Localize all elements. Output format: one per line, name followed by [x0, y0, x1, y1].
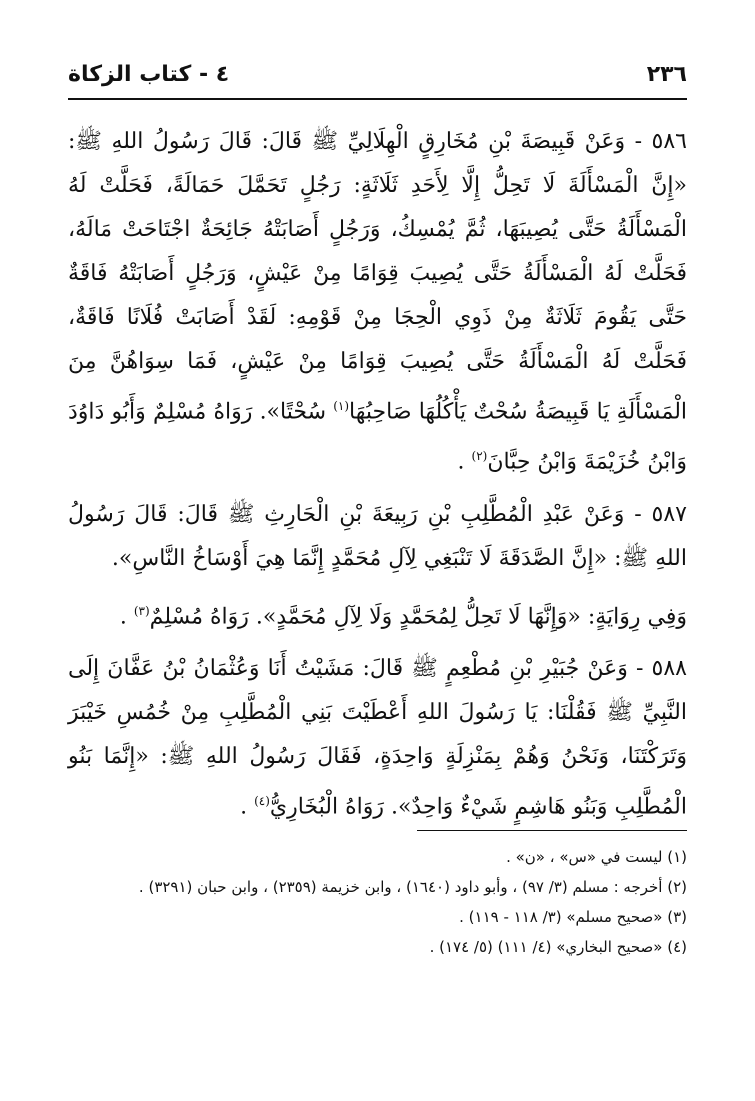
- footnote-ref-1: (١): [333, 399, 350, 413]
- footnote-2: (٢) أخرجه : مسلم (٣/ ٩٧) ، وأبو داود (١٦٤٠) ، وابن خزيمة (٢٣٥٩) ، وابن حبان (٣٢٩١) .: [138, 878, 687, 896]
- hadith-588-text: ٥٨٨ - وَعَنْ جُبَيْرِ بْنِ مُطْعِمٍ ﷺ قَالَ: مَشَيْتُ أَنَا وَعُثْمَانُ بْنُ عَفَّانَ إِلَى النَّبِيِّ ﷺ فَقُلْنَا: يَا رَسُولَ اللهِ أَعْطَيْتَ بَنِي الْمُطَّلِبِ مِنْ خُمُسِ خَيْبَرَ وَتَرَكْتَنَا، وَنَحْنُ وَهُمْ بِمَنْزِلَةٍ وَاحِدَةٍ، فَقَالَ رَسُولُ اللهِ ﷺ: «إِنَّمَا بَنُو الْمُطَّلِبِ وَبَنُو هَاشِمٍ شَيْءٌ وَاحِدٌ». رَوَاهُ الْبُخَارِيُّ: [68, 655, 687, 820]
- footnote-4: (٤) «صحيح البخاري» (٤/ ١١١) (٥/ ١٧٤) .: [429, 938, 687, 956]
- footnotes: [68, 842, 687, 962]
- page-header: [68, 50, 687, 100]
- page-body: [68, 120, 687, 837]
- footnote-ref-4: (٤): [254, 793, 270, 808]
- chapter-title: ٤ - كتاب الزكاة: [68, 61, 230, 87]
- hadith-587-variant: وَفِي رِوَايَةٍ: «وَإِنَّهَا لَا تَحِلُّ لِمُحَمَّدٍ وَلَا لِآلِ مُحَمَّدٍ». رَوَاهُ مُسْلِمٌ$^{(٣)}$ .: [119, 603, 687, 629]
- footnote-divider: [417, 830, 687, 831]
- hadith-588: ٥٨٨ - وَعَنْ جُبَيْرِ بْنِ مُطْعِمٍ ﷺ قَالَ: مَشَيْتُ أَنَا وَعُثْمَانُ بْنُ عَفَّانَ إِلَى النَّبِيِّ ﷺ فَقُلْنَا: يَا رَسُولَ اللهِ أَعْطَيْتَ بَنِي الْمُطَّلِبِ مِنْ خُمُسِ خَيْبَرَ وَتَرَكْتَنَا، وَنَحْنُ وَهُمْ بِمَنْزِلَةٍ وَاحِدَةٍ، فَقَالَ رَسُولُ اللهِ ﷺ: «إِنَّمَا بَنُو الْمُطَّلِبِ وَبَنُو هَاشِمٍ شَيْءٌ وَاحِدٌ». رَوَاهُ الْبُخَارِيُّ$^{(٤)}$ .: [68, 655, 687, 820]
- hadith-587-text: ٥٨٧ - وَعَنْ عَبْدِ الْمُطَّلِبِ بْنِ رَبِيعَةَ بْنِ الْحَارِثِ ﷺ قَالَ: قَالَ رَسُولُ اللهِ ﷺ: «إِنَّ الصَّدَقَةَ لَا تَنْبَغِي لِآلِ مُحَمَّدٍ إِنَّمَا هِيَ أَوْسَاخُ النَّاسِ».: [68, 501, 687, 571]
- hadith-586: ٥٨٦ - وَعَنْ قَبِيصَةَ بْنِ مُخَارِقٍ الْهِلَالِيِّ ﷺ قَالَ: قَالَ رَسُولُ اللهِ ﷺ: «إِنَّ الْمَسْأَلَةَ لَا تَحِلُّ إِلَّا لِأَحَدِ ثَلَاثَةٍ: رَجُلٍ تَحَمَّلَ حَمَالَةً، فَحَلَّتْ لَهُ الْمَسْأَلَةُ حَتَّى يُصِيبَهَا، ثُمَّ يُمْسِكُ، وَرَجُلٍ أَصَابَتْهُ جَائِحَةٌ اجْتَاحَتْ مَالَهُ، فَحَلَّتْ لَهُ الْمَسْأَلَةُ حَتَّى يُصِيبَ قِوَامًا مِنْ عَيْشٍ، وَرَجُلٍ أَصَابَتْهُ فَاقَةٌ حَتَّى يَقُومَ ثَلَاثَةٌ مِنْ ذَوِي الْحِجَا مِنْ قَوْمِهِ: لَقَدْ أَصَابَتْ فُلَانًا فَاقَةٌ، فَحَلَّتْ لَهُ الْمَسْأَلَةُ حَتَّى يُصِيبَ قِوَامًا مِنْ عَيْشٍ، فَمَا سِوَاهُنَّ مِنَ الْمَسْأَلَةِ يَا قَبِيصَةُ سُحْتٌ يَأْكُلُهَا صَاحِبُهَا$^{(١)}$ سُحْتًا». رَوَاهُ مُسْلِمٌ وَأَبُو دَاوُدَ وَابْنُ خُزَيْمَةَ وَابْنُ حِبَّانَ$^{(٢)}$ .: [68, 129, 688, 475]
- page-number: ٢٣٦: [646, 61, 687, 87]
- footnote-3: (٣) «صحيح مسلم» (٣/ ١١٨ - ١١٩) .: [459, 908, 687, 926]
- footnote-ref-3: (٣): [133, 603, 150, 618]
- footnote-1: (١) ليست في «س» ، «ن» .: [506, 848, 687, 866]
- hadith-586-text: ٥٨٦ - وَعَنْ قَبِيصَةَ بْنِ مُخَارِقٍ الْهِلَالِيِّ ﷺ قَالَ: قَالَ رَسُولُ اللهِ ﷺ: «إِنَّ الْمَسْأَلَةَ لَا تَحِلُّ إِلَّا لِأَحَدِ ثَلَاثَةٍ: رَجُلٍ تَحَمَّلَ حَمَالَةً، فَحَلَّتْ لَهُ الْمَسْأَلَةُ حَتَّى يُصِيبَهَا، ثُمَّ يُمْسِكُ، وَرَجُلٍ أَصَابَتْهُ جَائِحَةٌ اجْتَاحَتْ مَالَهُ، فَحَلَّتْ لَهُ الْمَسْأَلَةُ حَتَّى يُصِيبَ قِوَامًا مِنْ عَيْشٍ، وَرَجُلٍ أَصَابَتْهُ فَاقَةٌ حَتَّى يَقُومَ ثَلَاثَةٌ مِنْ ذَوِي الْحِجَا مِنْ قَوْمِهِ: لَقَدْ أَصَابَتْ فُلَانًا فَاقَةٌ، فَحَلَّتْ لَهُ الْمَسْأَلَةُ حَتَّى يُصِيبَ قِوَامًا مِنْ عَيْشٍ، فَمَا سِوَاهُنَّ مِنَ الْمَسْأَلَةِ يَا قَبِيصَةُ سُحْتٌ يَأْكُلُهَا صَاحِبُهَا: [68, 129, 688, 425]
- variant-text: وَفِي رِوَايَةٍ: «وَإِنَّهَا لَا تَحِلُّ لِمُحَمَّدٍ وَلَا لِآلِ مُحَمَّدٍ». رَوَاهُ مُسْلِمٌ: [149, 603, 687, 629]
- hadith-587: [68, 493, 687, 581]
- hadith-586-text-end: سُحْتًا». رَوَاهُ مُسْلِمٌ وَأَبُو دَاوُدَ وَابْنُ خُزَيْمَةَ وَابْنُ حِبَّانَ: [68, 399, 687, 475]
- footnote-ref-2: (٢): [471, 449, 488, 464]
